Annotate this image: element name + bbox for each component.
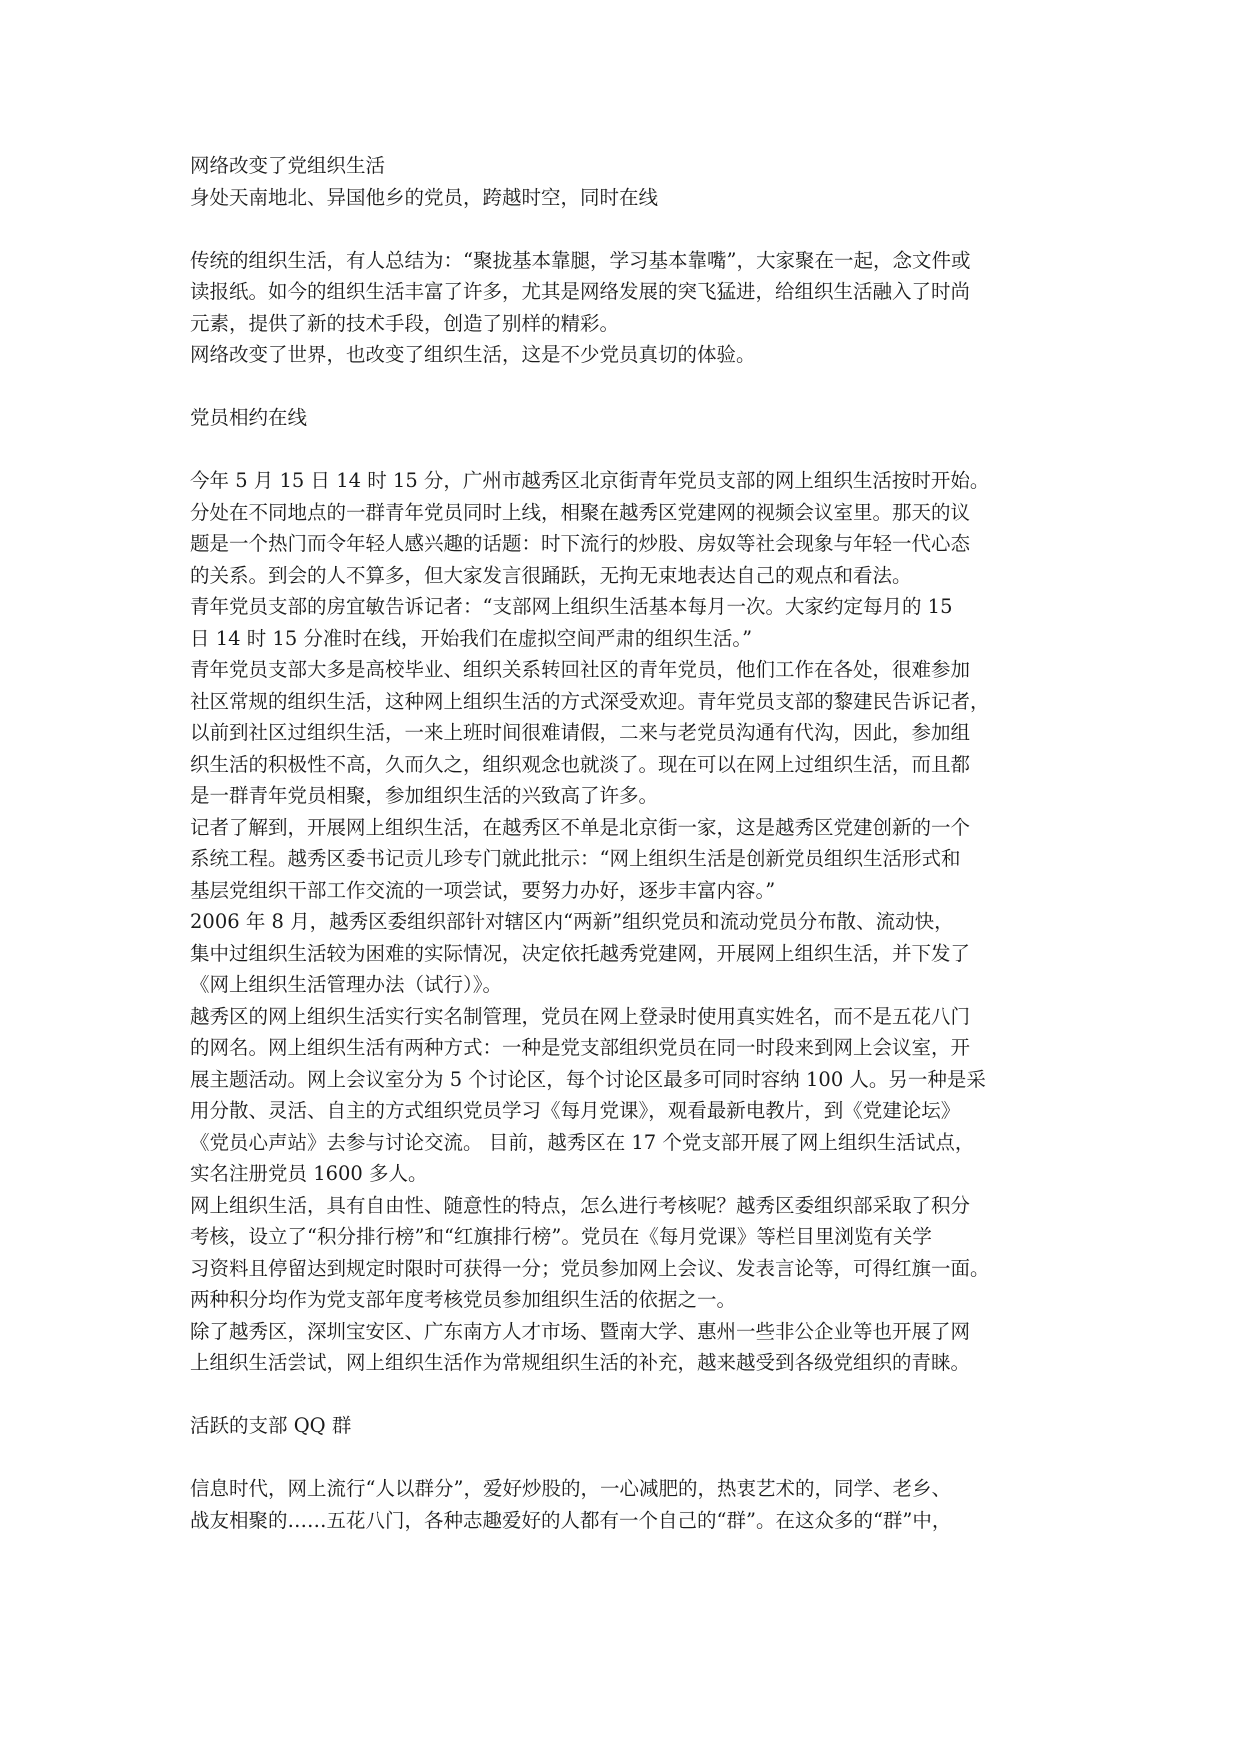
spacer xyxy=(190,371,1070,403)
text-line: 青年党员支部大多是高校毕业、组织关系转回社区的青年党员，他们工作在各处，很难参加 xyxy=(190,658,971,681)
text-line: 元素，提供了新的技术手段，创造了别样的精彩。 xyxy=(190,311,620,335)
spacer xyxy=(190,1442,1070,1474)
text-line: 青年党员支部的房宜敏告诉记者：“支部网上组织生活基本每月一次。大家约定每月的 15 xyxy=(190,595,953,618)
text-line: 题是一个热门而令年轻人感兴趣的话题：时下流行的炒股、房奴等社会现象与年轻一代心态 xyxy=(190,532,971,555)
text-line: 越秀区的网上组织生活实行实名制管理，党员在网上登录时使用真实姓名，而不是五花八门 xyxy=(190,1004,971,1028)
text-line: 集中过组织生活较为困难的实际情况，决定依托越秀党建网，开展网上组织生活，并下发了 xyxy=(190,941,971,965)
text-line: 传统的组织生活，有人总结为：“聚拢基本靠腿，学习基本靠嘴”，大家聚在一起，念文件或 xyxy=(190,248,971,272)
document-page xyxy=(190,150,1070,1536)
text-line: 的网名。网上组织生活有两种方式：一种是党支部组织党员在同一时段来到网上会议室，开 xyxy=(190,1036,971,1059)
text-line: 网上组织生活，具有自由性、随意性的特点，怎么进行考核呢？越秀区委组织部采取了积分 xyxy=(190,1193,971,1217)
text-line: 以前到社区过组织生活，一来上班时间很难请假，二来与老党员沟通有代沟，因此，参加组 xyxy=(190,721,971,744)
section-body xyxy=(190,1473,1070,1536)
text-line: 除了越秀区，深圳宝安区、广东南方人才市场、暨南大学、惠州一些非公企业等也开展了网 xyxy=(190,1319,971,1343)
text-line: 《党员心声站》去参与讨论交流。 目前，越秀区在 17 个党支部开展了网上组织生活试点， xyxy=(190,1130,975,1154)
intro-section xyxy=(190,245,1070,371)
text-line: 今年 5 月 15 日 14 时 15 分，广州市越秀区北京街青年党员支部的网上组织生活按时开始。 xyxy=(190,469,990,492)
text-line: 的关系。到会的人不算多，但大家发言很踊跃，无拘无束地表达自己的观点和看法。 xyxy=(190,563,912,587)
article-title: 网络改变了党组织生活 xyxy=(190,154,386,177)
text-line: 系统工程。越秀区委书记贡儿珍专门就此批示：“网上组织生活是创新党员组织生活形式和 xyxy=(190,847,961,870)
text-line: 战友相聚的……五花八门，各种志趣爱好的人都有一个自己的“群”。在这众多的“群”中， xyxy=(190,1508,952,1532)
text-line: 两种积分均作为党支部年度考核党员参加组织生活的依据之一。 xyxy=(190,1288,737,1311)
text-line: 《网上组织生活管理办法（试行）》。 xyxy=(190,973,503,996)
text-line: 分处在不同地点的一群青年党员同时上线，相聚在越秀区党建网的视频会议室里。那天的议 xyxy=(190,500,971,524)
section-heading: 活跃的支部 QQ 群 xyxy=(190,1414,352,1437)
text-line: 记者了解到，开展网上组织生活，在越秀区不单是北京街一家，这是越秀区党建创新的一个 xyxy=(190,815,971,839)
section-heading: 党员相约在线 xyxy=(190,406,308,429)
text-line: 网络改变了世界，也改变了组织生活，这是不少党员真切的体验。 xyxy=(190,343,756,366)
section-body xyxy=(190,465,1070,1379)
text-line: 2006 年 8 月，越秀区委组织部针对辖区内“两新”组织党员和流动党员分布散、流动快， xyxy=(190,910,954,933)
text-line: 用分散、灵活、自主的方式组织党员学习《每月党课》，观看最新电教片，到《党建论坛》 xyxy=(190,1099,961,1122)
text-line: 考核，设立了“积分排行榜”和“红旗排行榜”。党员在《每月党课》等栏目里浏览有关学 xyxy=(190,1225,932,1248)
text-line: 实名注册党员 1600 多人。 xyxy=(190,1162,428,1185)
text-line: 读报纸。如今的组织生活丰富了许多，尤其是网络发展的突飞猛进，给组织生活融入了时尚 xyxy=(190,280,971,303)
text-line: 社区常规的组织生活，这种网上组织生活的方式深受欢迎。青年党员支部的黎建民告诉记者， xyxy=(190,689,990,713)
text-line: 展主题活动。网上会议室分为 5 个讨论区，每个讨论区最多可同时容纳 100 人。另一种是采 xyxy=(190,1067,986,1091)
text-line: 是一群青年党员相聚，参加组织生活的兴致高了许多。 xyxy=(190,784,659,807)
text-line: 信息时代，网上流行“人以群分”，爱好炒股的，一心减肥的，热衷艺术的，同学、老乡、 xyxy=(190,1477,951,1500)
spacer xyxy=(190,213,1070,245)
text-line: 基层党组织干部工作交流的一项尝试，要努力办好，逐步丰富内容。” xyxy=(190,878,776,902)
text-line: 上组织生活尝试，网上组织生活作为常规组织生活的补充，越来越受到各级党组织的青睐。 xyxy=(190,1351,971,1374)
text-line: 织生活的积极性不高，久而久之，组织观念也就淡了。现在可以在网上过组织生活，而且都 xyxy=(190,752,971,776)
spacer xyxy=(190,434,1070,466)
article-subtitle: 身处天南地北、异国他乡的党员，跨越时空，同时在线 xyxy=(190,185,659,209)
text-line: 习资料且停留达到规定时限时可获得一分；党员参加网上会议、发表言论等，可得红旗一面。 xyxy=(190,1256,990,1280)
spacer xyxy=(190,1379,1070,1411)
text-line: 日 14 时 15 分准时在线，开始我们在虚拟空间严肃的组织生活。” xyxy=(190,626,753,650)
